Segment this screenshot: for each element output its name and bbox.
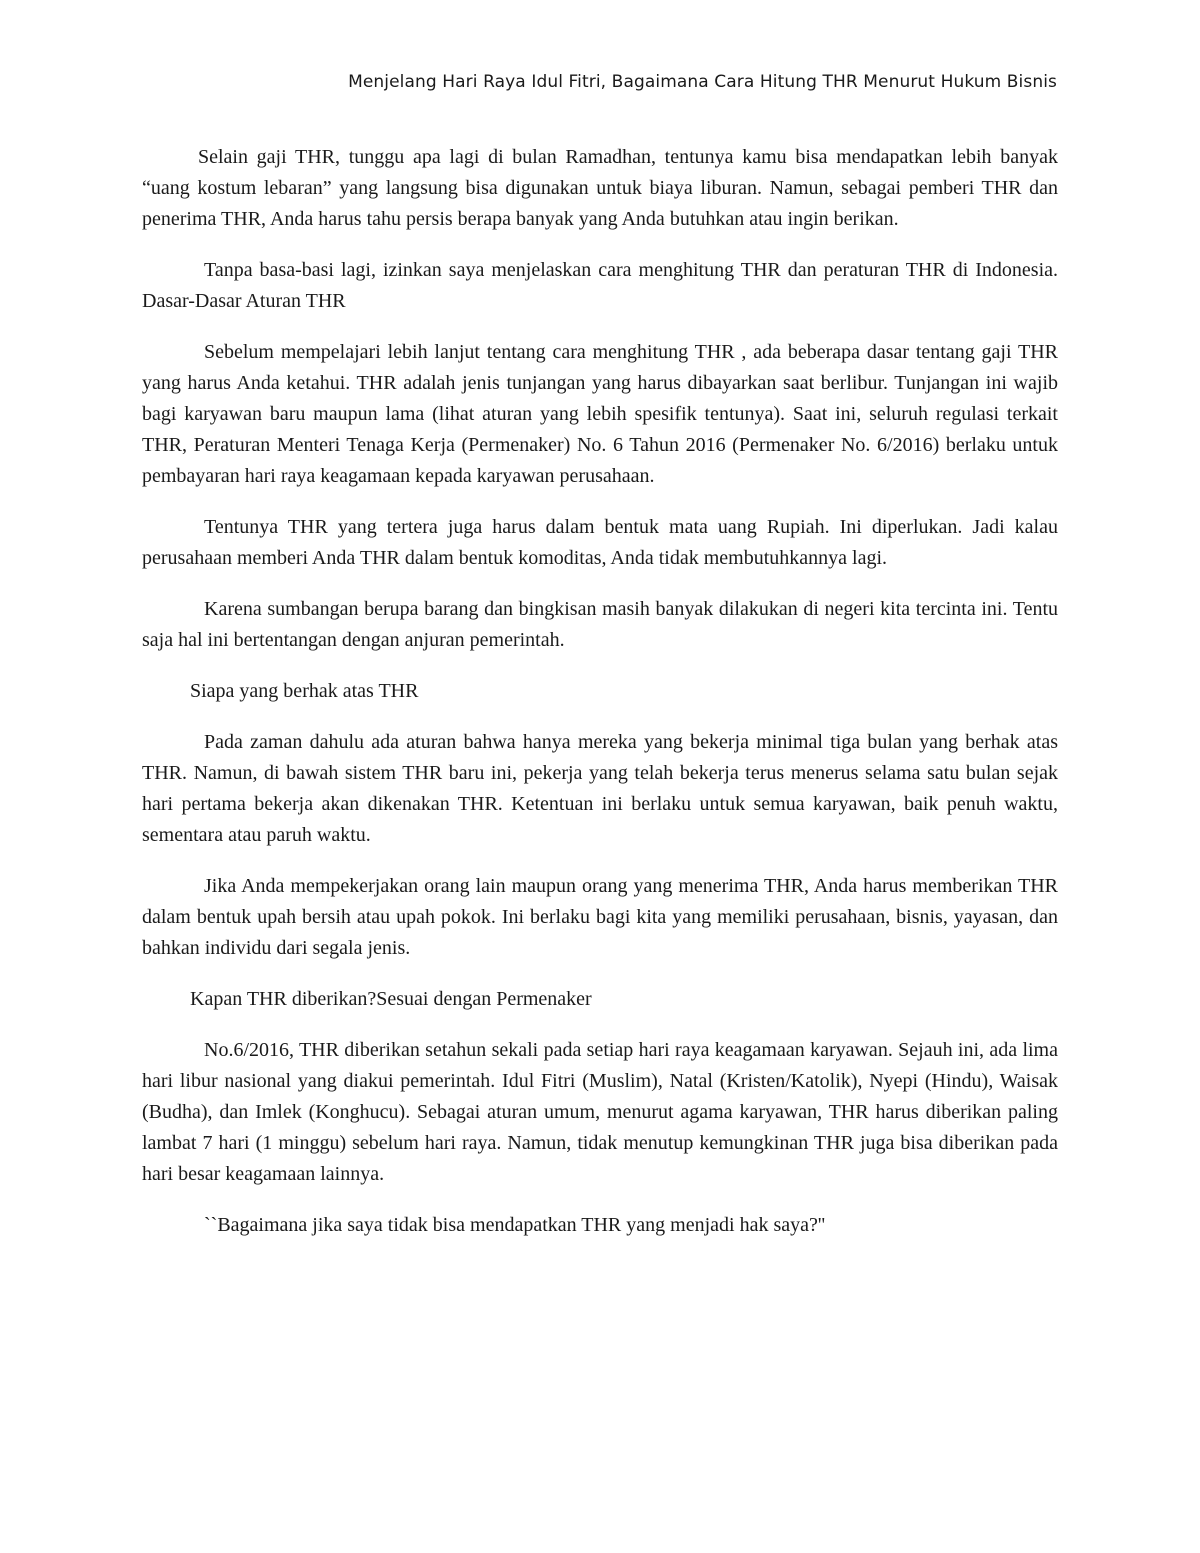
heading-who-is-entitled: Siapa yang berhak atas THR [190, 680, 419, 702]
paragraph-timing: No.6/2016, THR diberikan setahun sekali pada setiap hari raya keagamaan karyawan. Sejauh ini, ada lima hari libur nasional yang diakui pemerintah. Idul Fitri (Muslim), Natal (Kristen/Katolik), Nyepi (Hindu), Waisak (Budha), dan Imlek (Konghucu). Sebagai aturan umum, menurut agama karyawan, THR harus diberikan paling lambat 7 hari (1 minggu) sebelum hari raya. Namun, tidak menutup kemungkinan THR juga bisa diberikan pada hari besar keagamaan lainnya. [142, 1039, 1058, 1185]
paragraph-employers: Jika Anda mempekerjakan orang lain maupun orang yang menerima THR, Anda harus memberikan THR dalam bentuk upah bersih atau upah pokok. Ini berlaku bagi kita yang memiliki perusahaan, bisnis, yayasan, dan bahkan individu dari segala jenis. [142, 875, 1058, 959]
running-header: Menjelang Hari Raya Idul Fitri, Bagaimana Cara Hitung THR Menurut Hukum Bisnis [348, 72, 1057, 92]
paragraph-basics-intro: Tanpa basa-basi lagi, izinkan saya menjelaskan cara menghitung THR dan peraturan THR di Indonesia. Dasar-Dasar Aturan THR [142, 259, 1058, 312]
paragraph-rupiah: Tentunya THR yang tertera juga harus dalam bentuk mata uang Rupiah. Ini diperlukan. Jadi kalau perusahaan memberi Anda THR dalam bentuk komoditas, Anda tidak membutuhkannya lagi. [142, 516, 1058, 569]
document-body [142, 142, 1058, 1261]
paragraph-question: ``Bagaimana jika saya tidak bisa mendapatkan THR yang menjadi hak saya?'' [204, 1214, 826, 1236]
paragraph-entitlement: Pada zaman dahulu ada aturan bahwa hanya mereka yang bekerja minimal tiga bulan yang berhak atas THR. Namun, di bawah sistem THR baru ini, pekerja yang telah bekerja terus menerus selama satu bulan sejak hari pertama bekerja akan dikenakan THR. Ketentuan ini berlaku untuk semua karyawan, baik penuh waktu, sementara atau paruh waktu. [142, 731, 1058, 846]
paragraph-goods: Karena sumbangan berupa barang dan bingkisan masih banyak dilakukan di negeri kita tercinta ini. Tentu saja hal ini bertentangan dengan anjuran pemerintah. [142, 598, 1058, 651]
heading-when-given: Kapan THR diberikan?Sesuai dengan Permenaker [190, 988, 592, 1010]
paragraph-thr-basics: Sebelum mempelajari lebih lanjut tentang cara menghitung THR , ada beberapa dasar tentang gaji THR yang harus Anda ketahui. THR adalah jenis tunjangan yang harus dibayarkan saat berlibur. Tunjangan ini wajib bagi karyawan baru maupun lama (lihat aturan yang lebih spesifik tentunya). Saat ini, seluruh regulasi terkait THR, Peraturan Menteri Tenaga Kerja (Permenaker) No. 6 Tahun 2016 (Permenaker No. 6/2016) berlaku untuk pembayaran hari raya keagamaan kepada karyawan perusahaan. [142, 341, 1058, 487]
paragraph-intro: Selain gaji THR, tunggu apa lagi di bulan Ramadhan, tentunya kamu bisa mendapatkan lebih banyak “uang kostum lebaran” yang langsung bisa digunakan untuk biaya liburan. Namun, sebagai pemberi THR dan penerima THR, Anda harus tahu persis berapa banyak yang Anda butuhkan atau ingin berikan. [142, 146, 1058, 230]
